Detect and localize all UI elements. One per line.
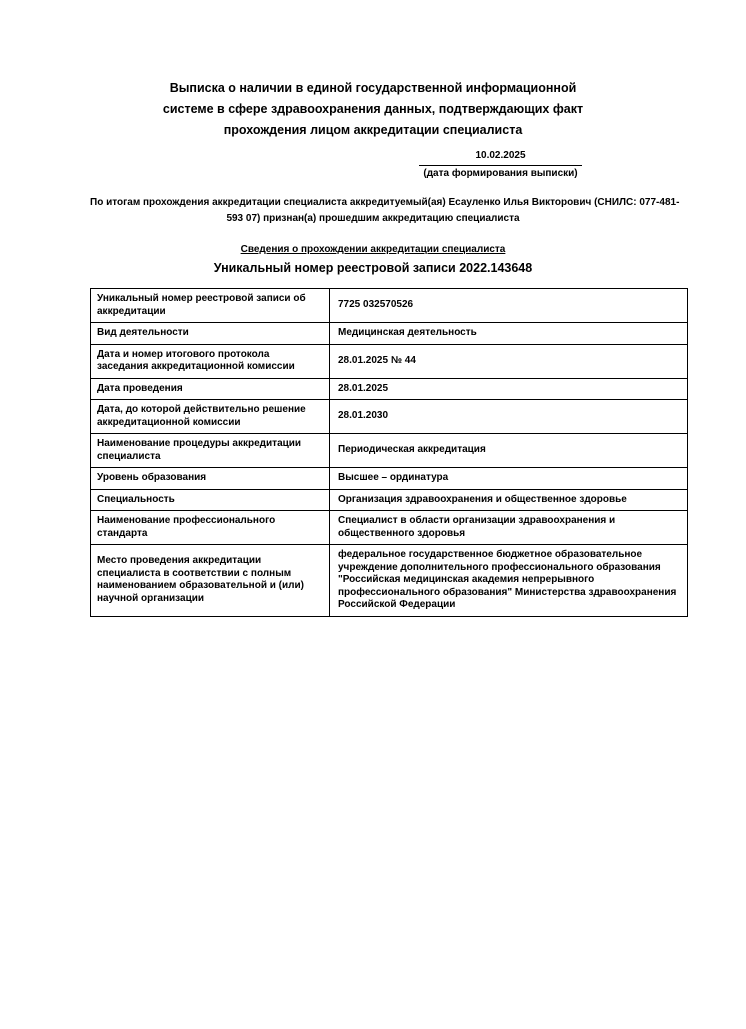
table-row [91,434,688,468]
table-row [91,468,688,490]
table-row [91,323,688,345]
issue-date-caption: (дата формирования выписки) [423,168,578,179]
row-label: Дата, до которой действительно решение аккредитационной комиссии [91,400,330,434]
row-label: Наименование профессионального стандарта [91,511,330,545]
row-value: 28.01.2025 [330,378,688,400]
document-title-line: Выписка о наличии в единой государственной информационной [169,81,577,95]
record-number-heading: Уникальный номер реестровой записи 2022.143648 [213,261,533,275]
table-row [91,344,688,378]
row-value: 28.01.2025 № 44 [330,344,688,378]
accreditation-table [90,288,688,617]
row-label: Наименование процедуры аккредитации специалиста [91,434,330,468]
table-row [91,511,688,545]
table-row [91,289,688,323]
row-value: Организация здравоохранения и общественное здоровье [330,489,688,511]
document-title-line: системе в сфере здравоохранения данных, подтверждающих факт [162,102,584,116]
row-value: Специалист в области организации здравоохранения и общественного здоровья [330,511,688,545]
intro-paragraph [90,195,680,227]
row-value: Периодическая аккредитация [330,434,688,468]
row-label: Дата и номер итогового протокола заседания аккредитационной комиссии [91,344,330,378]
row-value: Медицинская деятельность [330,323,688,345]
table-row [91,489,688,511]
row-value: федеральное государственное бюджетное образовательное учреждение дополнительного профессионального образования "Российская медицинская академия непрерывного профессионального образования" Министерства здравоохранения Российской Федерации [330,545,688,617]
row-value: 7725 032570526 [330,289,688,323]
row-value: 28.01.2030 [330,400,688,434]
row-label: Уровень образования [91,468,330,490]
intro-line: 593 07) признан(а) прошедшим аккредитацию специалиста [226,213,520,224]
intro-line: По итогам прохождения аккредитации специалиста аккредитуемый(ая) Есауленко Илья Викторович (СНИЛС: 077-481- [90,197,680,208]
row-label: Вид деятельности [91,323,330,345]
issue-date: 10.02.2025 [419,148,582,166]
row-label: Место проведения аккредитации специалиста в соответствии с полным наименованием образовательной и (или) научной организации [91,545,330,617]
section-header: Сведения о прохождении аккредитации специалиста [240,244,506,255]
row-label: Уникальный номер реестровой записи об аккредитации [91,289,330,323]
row-label: Специальность [91,489,330,511]
document-title-line: прохождения лицом аккредитации специалиста [223,123,523,137]
row-value: Высшее – ординатура [330,468,688,490]
document-title [0,78,746,141]
row-label: Дата проведения [91,378,330,400]
table-row [91,545,688,617]
table-row [91,378,688,400]
table-row [91,400,688,434]
issue-date-block [419,148,582,180]
